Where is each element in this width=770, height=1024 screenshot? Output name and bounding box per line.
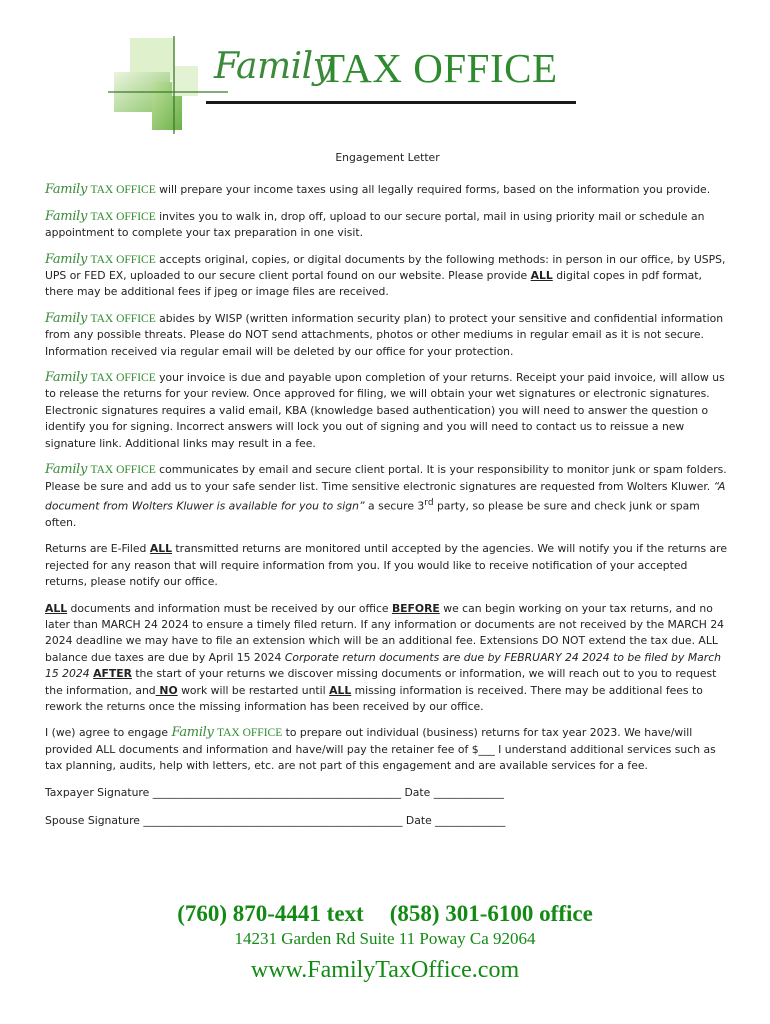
paragraph-prepare [45,182,730,198]
phone-numbers [0,900,770,928]
brand-inline-caps: TAX OFFICE [90,210,156,223]
paragraph-text: party, so please be sure and check junk or spam often. [45,499,700,529]
paragraph-communicates [45,462,730,531]
paragraph-text: to prepare out individual (business) returns for tax year 2023. We have/will provided ALL documents and information and have/will pay the retainer fee of $___ I understand additional services such as tax planning, audits, help with letters, etc. are not part of this engagement and are available services for a fee. [45,726,716,773]
brand-caps-words: TAX OFFICE [320,45,558,91]
emphasis-all: ALL [329,683,352,697]
paragraph-text: Returns are E-Filed [45,542,150,556]
letterhead [0,0,770,140]
brand-script-word: Family [214,46,333,87]
ordinal-suffix: rd [424,497,434,508]
brand-inline-script: Family [45,462,88,478]
letter-title: Engagement Letter [335,151,440,164]
emphasis-no: NO [155,683,178,697]
paragraph-text: a secure 3 [364,499,425,513]
emphasis-before: BEFORE [391,601,440,615]
paragraph-text: I (we) agree to engage [45,726,172,740]
paragraph-text: we can begin working on your tax returns, and no later than MARCH 24 2024 to ensure a timely filed return. If any information or documents are not received by the MARCH 24 2024 deadline we may have to file an extension which will be an additional fee. Extensions DO NOT extend the tax due. ALL balance due taxes are due by April 15 2024 [45,601,725,664]
paragraph-text: transmitted returns are monitored until accepted by the agencies. We will notify you if the returns are rejected for any reason that will require information from you. If you would like to receive notification of your accepted returns, please notify our office. [45,542,728,589]
paragraph-text: the start of your returns we discover missing documents or information, we will reach out to you to request the information, and [45,667,717,697]
brand-inline-script: Family [45,251,88,267]
brand-inline-caps: TAX OFFICE [90,253,156,266]
website-link[interactable]: www.FamilyTaxOffice.com [250,957,520,983]
letter-footer [0,900,770,987]
office-address: 14231 Garden Rd Suite 11 Poway Ca 92064 [234,929,536,948]
paragraph-efiled [45,541,730,590]
paragraph-accepts [45,252,730,301]
paragraph-text: accepts original, copies, or digital documents by the following methods: in person in our office, by USPS, UPS or FED EX, uploaded to our secure client portal found on our website. Please provide [45,252,726,283]
brand-inline-script: Family [45,310,88,326]
paragraph-text: digital copes in pdf format, there may be additional fees if jpeg or image files are received. [45,269,702,299]
brand-inline-script: Family [45,182,88,198]
emphasis-all: ALL [530,269,553,283]
brand-inline-script: Family [171,725,214,741]
paragraph-text: missing information is received. There may be additional fees to rework the returns once the missing information has been received by our office. [45,683,703,713]
paragraph-agreement [45,725,730,774]
corporate-deadline-note: Corporate return documents are due by FEBRUARY 24 2024 to be filed by March 15 2024 [45,650,722,681]
brand-inline-caps: TAX OFFICE [90,464,156,477]
paragraph-deadlines [45,601,730,716]
brand-inline-caps: TAX OFFICE [90,184,156,197]
paragraph-text: documents and information must be received by our office [67,601,392,615]
spouse-signature-line[interactable]: Spouse Signature ________________________________________________ Date _____________ [45,814,506,827]
letterhead-divider [206,101,576,104]
brand-inline-script: Family [45,370,88,386]
paragraph-invites [45,209,730,242]
brand-inline-caps: TAX OFFICE [90,312,156,325]
brand-inline-script: Family [45,208,88,224]
letter-body [45,150,730,841]
emphasis-after: AFTER [93,667,132,681]
paragraph-text: work will be restarted until [177,683,330,697]
paragraph-wisp [45,311,730,360]
paragraph-text: abides by WISP (written information security plan) to protect your sensitive and confidential information from any possible threats. Please do NOT send attachments, photos or other mediums in regular email as it is not secure. Information received via regular email will be deleted by our office for your protection. [45,311,724,358]
text-phone[interactable]: (760) 870-4441 text [177,901,364,926]
paragraph-text: communicates by email and secure client portal. It is your responsibility to monitor junk or spam folders. Please be sure and add us to your safe sender list. Time sensitive electronic signatures are requested from Wolters Kluwer. [45,463,727,493]
paragraph-invoice [45,370,730,452]
paragraph-text: your invoice is due and payable upon completion of your returns. Receipt your paid invoice, will allow us to release the returns for your review. Once approved for filing, we will obtain your wet signatures or electronic signatures. Electronic signatures requires a valid email, KBA (knowledge based authentication) you will need to answer the question o identify you for signing. Incorrect answers will lock you out of signing and you will need to contact us to reissue a new signature link. Additional links may result in a fee. [45,371,725,450]
taxpayer-signature-line[interactable]: Taxpayer Signature ______________________________________________ Date _____________ [45,785,504,799]
paragraph-text: invites you to walk in, drop off, upload to our secure portal, mail in using priority mail or schedule an appointment to complete your tax preparation in one visit. [45,209,705,240]
emphasis-all: ALL [149,542,172,556]
brand-inline-caps: TAX OFFICE [90,372,156,385]
quoted-notice: “A document from Wolters Kluwer is available for you to sign” [45,479,726,513]
emphasis-all: ALL [45,601,68,615]
office-phone[interactable]: (858) 301-6100 office [389,901,593,926]
paragraph-text: will prepare your income taxes using all legally required forms, based on the information you provide. [155,183,711,197]
brand-inline-caps: TAX OFFICE [217,727,283,740]
squares-crosshair-logo-icon [108,30,228,134]
